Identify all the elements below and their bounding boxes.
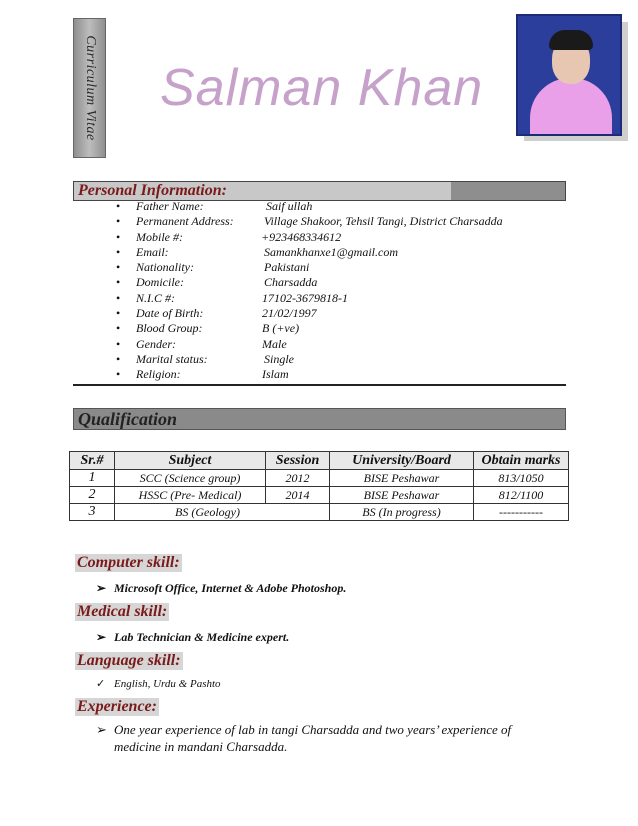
experience-item <box>96 722 511 738</box>
info-value: B (+ve) <box>262 321 300 336</box>
table-cell: HSSC (Pre- Medical) <box>115 487 266 504</box>
computer-skill-text: Microsoft Office, Internet & Adobe Photoshop. <box>114 581 347 595</box>
checkmark-icon: ✓ <box>96 678 106 690</box>
photo-shirt <box>530 78 612 136</box>
medical-skill-item <box>96 630 289 645</box>
table-header-row <box>70 452 569 470</box>
col-header: Subject <box>115 452 266 470</box>
table-cell: 1 <box>70 470 115 487</box>
info-value: Single <box>264 351 294 366</box>
medical-skill-title: Medical skill: <box>77 603 168 620</box>
cv-vertical-tab <box>73 18 106 158</box>
info-label: Nationality: <box>136 260 194 275</box>
table-cell: 2014 <box>266 487 330 504</box>
col-header: Obtain marks <box>474 452 569 470</box>
photo-shadow-bottom <box>524 136 628 141</box>
info-label: Domicile: <box>136 275 184 290</box>
table-cell: ----------- <box>474 504 569 521</box>
table-cell: BS (In progress) <box>330 504 474 521</box>
computer-skill-title: Computer skill: <box>77 554 180 571</box>
photo-hair <box>549 30 593 50</box>
candidate-name: Salman Khan <box>160 59 484 117</box>
table-cell: 3 <box>70 504 115 521</box>
col-header: Sr.# <box>70 452 115 470</box>
info-value: +923468334612 <box>261 229 342 244</box>
table-cell: BS (Geology) <box>115 504 330 521</box>
info-label: Marital status: <box>136 351 208 366</box>
table-cell: 2012 <box>266 470 330 487</box>
table-cell: SCC (Science group) <box>115 470 266 487</box>
qualification-header <box>73 408 566 430</box>
col-header: University/Board <box>330 452 474 470</box>
info-label: Email: <box>136 244 169 259</box>
info-label: Permanent Address: <box>136 214 234 229</box>
info-value: Saif ullah <box>266 199 313 213</box>
language-skill-title: Language skill: <box>77 652 181 669</box>
info-label: Religion: <box>136 367 181 382</box>
experience-title: Experience: <box>77 698 157 715</box>
cv-label: Curriculum Vitae <box>82 35 98 141</box>
table-row <box>70 470 569 487</box>
photo-shadow <box>622 22 628 140</box>
language-skill-text: English, Urdu & Pashto <box>114 678 221 690</box>
info-value: Male <box>262 336 287 351</box>
table-cell: BISE Peshawar <box>330 487 474 504</box>
medical-skill-text: Lab Technician & Medicine expert. <box>114 630 290 644</box>
arrow-bullet-icon: ➢ <box>96 581 107 595</box>
table-cell: 813/1050 <box>474 470 569 487</box>
info-label: Gender: <box>136 336 176 351</box>
experience-text-line2: medicine in mandani Charsadda. <box>114 739 288 754</box>
personal-info-header <box>73 181 566 201</box>
table-row <box>70 487 569 504</box>
info-value: Pakistani <box>264 260 310 275</box>
col-header: Session <box>266 452 330 470</box>
experience-text-line1: One year experience of lab in tangi Charsadda and two years’ experience of <box>114 722 512 737</box>
info-value: Samankhanxe1@gmail.com <box>264 244 399 259</box>
info-label: Mobile #: <box>136 229 183 244</box>
info-value: Charsadda <box>264 275 318 290</box>
computer-skill-item <box>96 581 346 596</box>
info-value: 17102-3679818-1 <box>262 290 348 305</box>
table-cell: 2 <box>70 487 115 504</box>
table-cell: BISE Peshawar <box>330 470 474 487</box>
info-label: Father Name: <box>136 199 204 213</box>
arrow-bullet-icon: ➢ <box>96 630 107 644</box>
arrow-bullet-icon: ➢ <box>96 722 107 737</box>
table-row <box>70 504 569 521</box>
divider <box>73 384 566 386</box>
info-value: Village Shakoor, Tehsil Tangi, District Charsadda <box>264 214 503 229</box>
table-cell: 812/1100 <box>474 487 569 504</box>
info-value: 21/02/1997 <box>262 306 317 321</box>
personal-info-title: Personal Information: <box>78 182 227 199</box>
profile-photo <box>516 14 622 136</box>
info-value: Islam <box>262 367 289 382</box>
header-dark-segment <box>451 182 565 200</box>
language-skill-item <box>96 677 221 690</box>
qualification-table <box>69 451 569 521</box>
qualification-title: Qualification <box>78 409 178 429</box>
info-label: Blood Group: <box>136 321 203 336</box>
info-label: N.I.C #: <box>136 290 175 305</box>
info-label: Date of Birth: <box>136 306 204 321</box>
